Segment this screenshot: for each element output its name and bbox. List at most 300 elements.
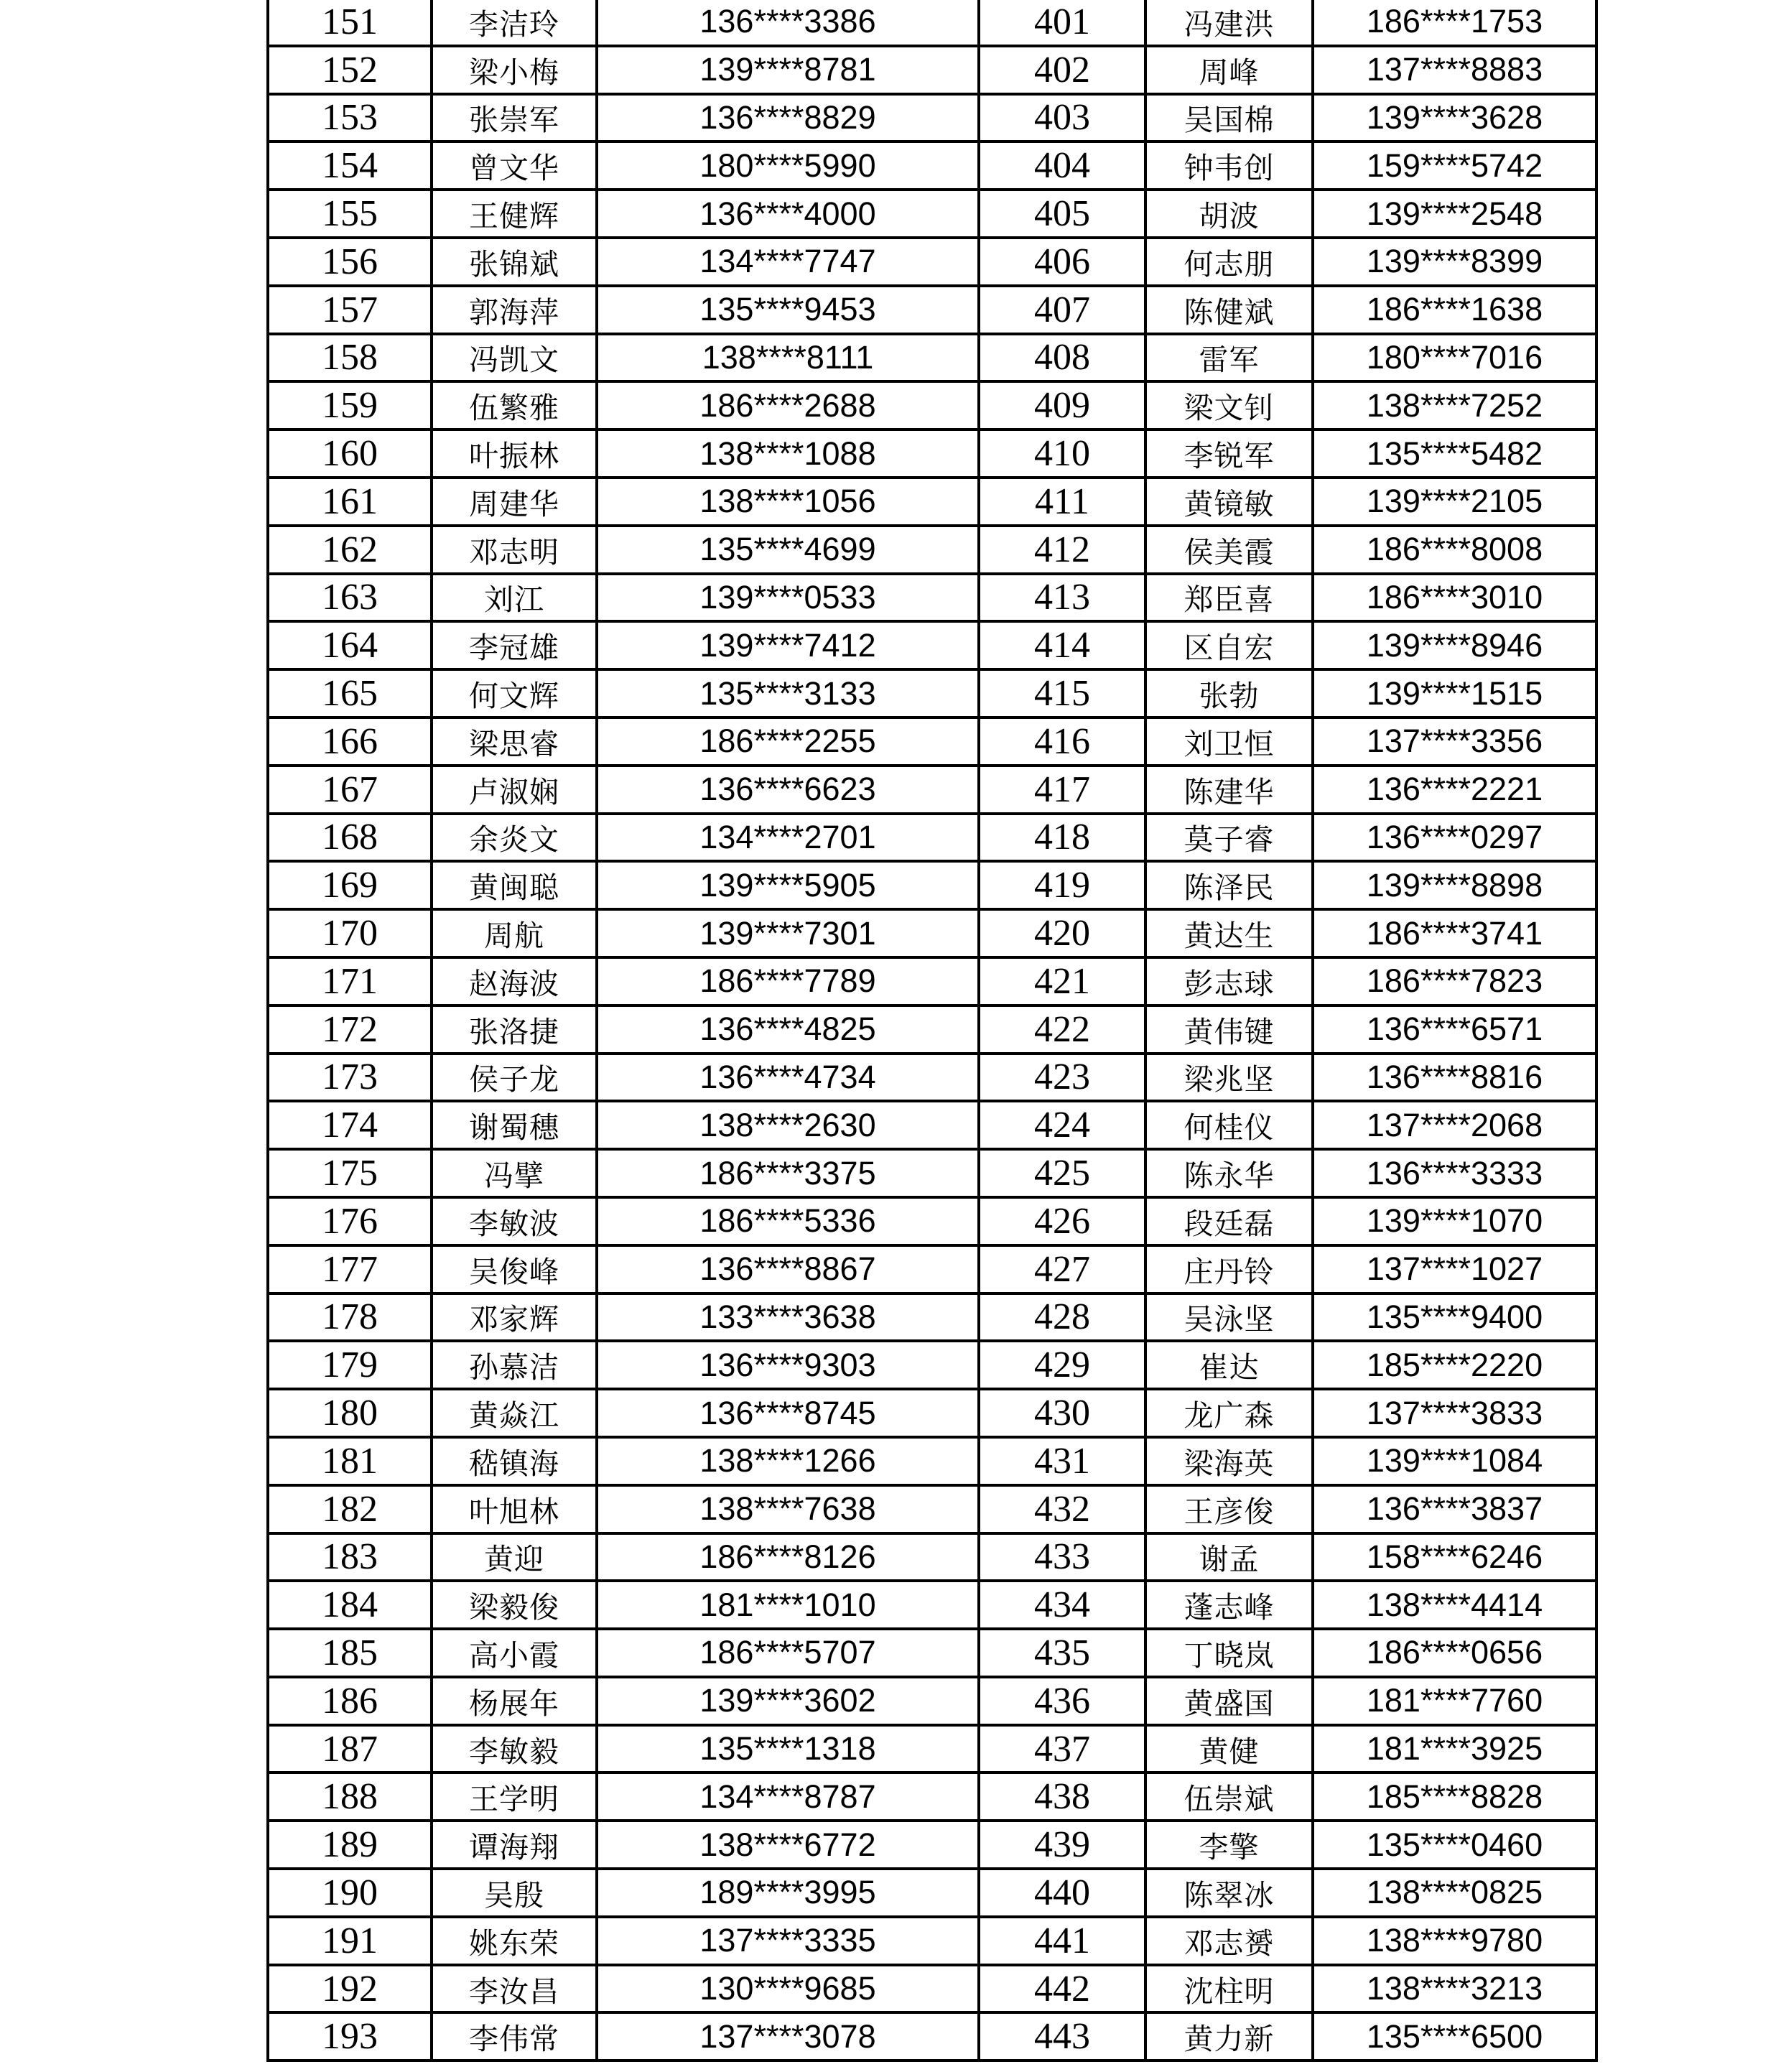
row-number-cell-left: 157 (268, 286, 432, 334)
row-number-cell-right: 435 (979, 1629, 1145, 1677)
phone-cell-right: 136****8816 (1313, 1054, 1596, 1102)
name-cell-right: 黄健 (1145, 1725, 1313, 1773)
name-cell-left: 曾文华 (432, 141, 597, 190)
table-row (268, 1965, 1596, 2013)
name-cell-right: 陈翠冰 (1145, 1869, 1313, 1917)
table-row (268, 669, 1596, 717)
row-number-cell-left: 169 (268, 861, 432, 909)
row-number-cell-left: 184 (268, 1581, 432, 1629)
phone-cell-left: 138****1088 (597, 429, 979, 478)
phone-cell-left: 134****7747 (597, 238, 979, 286)
name-cell-right: 梁海英 (1145, 1437, 1313, 1485)
phone-cell-right: 180****7016 (1313, 334, 1596, 382)
phone-cell-right: 138****4414 (1313, 1581, 1596, 1629)
phone-cell-left: 134****2701 (597, 814, 979, 862)
row-number-cell-left: 163 (268, 574, 432, 622)
phone-cell-left: 139****5905 (597, 861, 979, 909)
name-cell-left: 黄焱江 (432, 1389, 597, 1437)
row-number-cell-right: 419 (979, 861, 1145, 909)
phone-cell-left: 136****4000 (597, 190, 979, 238)
name-cell-right: 陈永华 (1145, 1149, 1313, 1197)
row-number-cell-left: 152 (268, 46, 432, 94)
phone-cell-right: 137****1027 (1313, 1245, 1596, 1293)
row-number-cell-left: 171 (268, 957, 432, 1005)
row-number-cell-right: 408 (979, 334, 1145, 382)
name-cell-right: 蓬志峰 (1145, 1581, 1313, 1629)
table-row (268, 861, 1596, 909)
name-cell-right: 黄达生 (1145, 909, 1313, 957)
table-row (268, 478, 1596, 526)
phone-cell-right: 186****8008 (1313, 526, 1596, 574)
name-cell-right: 郑臣喜 (1145, 574, 1313, 622)
name-cell-left: 叶旭林 (432, 1485, 597, 1533)
phone-cell-right: 186****0656 (1313, 1629, 1596, 1677)
phone-cell-right: 181****3925 (1313, 1725, 1596, 1773)
row-number-cell-left: 191 (268, 1917, 432, 1965)
row-number-cell-right: 414 (979, 621, 1145, 669)
row-number-cell-right: 441 (979, 1917, 1145, 1965)
name-cell-left: 张崇军 (432, 94, 597, 142)
name-cell-left: 高小霞 (432, 1629, 597, 1677)
table-row (268, 1773, 1596, 1821)
name-cell-left: 黄闽聪 (432, 861, 597, 909)
row-number-cell-right: 402 (979, 46, 1145, 94)
name-cell-left: 李敏毅 (432, 1725, 597, 1773)
phone-cell-left: 180****5990 (597, 141, 979, 190)
name-cell-right: 庄丹铃 (1145, 1245, 1313, 1293)
table-row (268, 1725, 1596, 1773)
row-number-cell-right: 411 (979, 478, 1145, 526)
name-cell-right: 莫子睿 (1145, 814, 1313, 862)
row-number-cell-right: 413 (979, 574, 1145, 622)
table-row (268, 1533, 1596, 1581)
phone-cell-left: 181****1010 (597, 1581, 979, 1629)
table-row (268, 1917, 1596, 1965)
row-number-cell-right: 403 (979, 94, 1145, 142)
table-row (268, 286, 1596, 334)
row-number-cell-left: 151 (268, 0, 432, 46)
name-cell-right: 李锐军 (1145, 429, 1313, 478)
table-row (268, 2012, 1596, 2061)
table-row (268, 1581, 1596, 1629)
table-row (268, 1197, 1596, 1245)
phone-cell-left: 136****6623 (597, 766, 979, 814)
row-number-cell-left: 193 (268, 2012, 432, 2061)
name-cell-left: 侯子龙 (432, 1054, 597, 1102)
row-number-cell-left: 181 (268, 1437, 432, 1485)
phone-cell-right: 185****8828 (1313, 1773, 1596, 1821)
phone-cell-left: 139****7412 (597, 621, 979, 669)
table-row (268, 526, 1596, 574)
name-cell-right: 周峰 (1145, 46, 1313, 94)
phone-cell-left: 136****3386 (597, 0, 979, 46)
table-row (268, 814, 1596, 862)
phone-cell-right: 135****5482 (1313, 429, 1596, 478)
name-cell-left: 张锦斌 (432, 238, 597, 286)
name-cell-right: 彭志球 (1145, 957, 1313, 1005)
name-cell-left: 刘江 (432, 574, 597, 622)
name-cell-right: 崔达 (1145, 1341, 1313, 1389)
row-number-cell-left: 162 (268, 526, 432, 574)
row-number-cell-right: 439 (979, 1821, 1145, 1869)
name-cell-right: 丁晓岚 (1145, 1629, 1313, 1677)
phone-cell-right: 139****3628 (1313, 94, 1596, 142)
row-number-cell-right: 438 (979, 1773, 1145, 1821)
phone-cell-right: 139****2105 (1313, 478, 1596, 526)
row-number-cell-left: 175 (268, 1149, 432, 1197)
phone-cell-left: 186****8126 (597, 1533, 979, 1581)
phone-cell-right: 136****0297 (1313, 814, 1596, 862)
phone-cell-left: 135****4699 (597, 526, 979, 574)
row-number-cell-left: 156 (268, 238, 432, 286)
phone-cell-right: 139****8946 (1313, 621, 1596, 669)
phone-cell-right: 186****1638 (1313, 286, 1596, 334)
row-number-cell-right: 426 (979, 1197, 1145, 1245)
name-cell-left: 黄迎 (432, 1533, 597, 1581)
name-cell-right: 何志朋 (1145, 238, 1313, 286)
row-number-cell-left: 182 (268, 1485, 432, 1533)
row-number-cell-right: 442 (979, 1965, 1145, 2013)
name-cell-left: 李冠雄 (432, 621, 597, 669)
name-cell-right: 梁文钊 (1145, 381, 1313, 429)
phone-cell-left: 189****3995 (597, 1869, 979, 1917)
table-row (268, 1821, 1596, 1869)
phone-cell-left: 138****1056 (597, 478, 979, 526)
table-row (268, 429, 1596, 478)
phone-cell-left: 136****9303 (597, 1341, 979, 1389)
row-number-cell-right: 422 (979, 1005, 1145, 1054)
row-number-cell-right: 406 (979, 238, 1145, 286)
phone-cell-left: 138****6772 (597, 1821, 979, 1869)
row-number-cell-right: 428 (979, 1293, 1145, 1342)
row-number-cell-left: 183 (268, 1533, 432, 1581)
row-number-cell-right: 434 (979, 1581, 1145, 1629)
phone-cell-right: 138****0825 (1313, 1869, 1596, 1917)
row-number-cell-right: 416 (979, 717, 1145, 766)
name-cell-left: 伍繁雅 (432, 381, 597, 429)
phone-cell-left: 139****7301 (597, 909, 979, 957)
row-number-cell-right: 437 (979, 1725, 1145, 1773)
phone-cell-left: 134****8787 (597, 1773, 979, 1821)
phone-cell-right: 186****3741 (1313, 909, 1596, 957)
table-row (268, 574, 1596, 622)
phone-cell-right: 136****2221 (1313, 766, 1596, 814)
phone-cell-left: 186****7789 (597, 957, 979, 1005)
name-cell-left: 李伟常 (432, 2012, 597, 2061)
phone-cell-right: 139****1515 (1313, 669, 1596, 717)
roster-table-body (268, 0, 1596, 2061)
phone-cell-left: 138****1266 (597, 1437, 979, 1485)
table-row (268, 94, 1596, 142)
name-cell-right: 侯美霞 (1145, 526, 1313, 574)
name-cell-right: 吴泳坚 (1145, 1293, 1313, 1342)
phone-cell-right: 138****3213 (1313, 1965, 1596, 2013)
name-cell-left: 吴俊峰 (432, 1245, 597, 1293)
table-row (268, 1245, 1596, 1293)
phone-cell-left: 138****2630 (597, 1101, 979, 1149)
table-row (268, 957, 1596, 1005)
row-number-cell-right: 429 (979, 1341, 1145, 1389)
row-number-cell-left: 153 (268, 94, 432, 142)
row-number-cell-right: 415 (979, 669, 1145, 717)
row-number-cell-right: 409 (979, 381, 1145, 429)
name-cell-left: 吴殷 (432, 1869, 597, 1917)
row-number-cell-left: 160 (268, 429, 432, 478)
row-number-cell-right: 443 (979, 2012, 1145, 2061)
table-row (268, 238, 1596, 286)
name-cell-right: 刘卫恒 (1145, 717, 1313, 766)
row-number-cell-right: 401 (979, 0, 1145, 46)
row-number-cell-right: 405 (979, 190, 1145, 238)
phone-cell-right: 135****6500 (1313, 2012, 1596, 2061)
row-number-cell-right: 423 (979, 1054, 1145, 1102)
phone-cell-right: 139****1084 (1313, 1437, 1596, 1485)
phone-cell-left: 139****0533 (597, 574, 979, 622)
phone-cell-right: 186****3010 (1313, 574, 1596, 622)
phone-cell-right: 139****8399 (1313, 238, 1596, 286)
phone-cell-left: 133****3638 (597, 1293, 979, 1342)
phone-cell-right: 137****3356 (1313, 717, 1596, 766)
table-row (268, 1869, 1596, 1917)
row-number-cell-left: 159 (268, 381, 432, 429)
row-number-cell-left: 164 (268, 621, 432, 669)
name-cell-left: 王健辉 (432, 190, 597, 238)
phone-cell-left: 139****3602 (597, 1677, 979, 1725)
phone-cell-right: 136****3333 (1313, 1149, 1596, 1197)
row-number-cell-left: 188 (268, 1773, 432, 1821)
row-number-cell-right: 412 (979, 526, 1145, 574)
phone-cell-right: 158****6246 (1313, 1533, 1596, 1581)
name-cell-left: 杨展年 (432, 1677, 597, 1725)
phone-cell-left: 136****4825 (597, 1005, 979, 1054)
name-cell-left: 冯凯文 (432, 334, 597, 382)
row-number-cell-right: 432 (979, 1485, 1145, 1533)
name-cell-right: 李擎 (1145, 1821, 1313, 1869)
name-cell-right: 陈建华 (1145, 766, 1313, 814)
table-row (268, 381, 1596, 429)
phone-cell-right: 137****3833 (1313, 1389, 1596, 1437)
name-cell-left: 周建华 (432, 478, 597, 526)
phone-cell-right: 139****8898 (1313, 861, 1596, 909)
row-number-cell-right: 440 (979, 1869, 1145, 1917)
name-cell-right: 胡波 (1145, 190, 1313, 238)
name-cell-right: 黄盛国 (1145, 1677, 1313, 1725)
name-cell-right: 吴国棉 (1145, 94, 1313, 142)
row-number-cell-left: 179 (268, 1341, 432, 1389)
name-cell-left: 王学明 (432, 1773, 597, 1821)
name-cell-right: 段廷磊 (1145, 1197, 1313, 1245)
phone-cell-left: 135****1318 (597, 1725, 979, 1773)
row-number-cell-right: 433 (979, 1533, 1145, 1581)
name-cell-right: 伍崇斌 (1145, 1773, 1313, 1821)
phone-cell-right: 185****2220 (1313, 1341, 1596, 1389)
phone-cell-right: 181****7760 (1313, 1677, 1596, 1725)
row-number-cell-left: 192 (268, 1965, 432, 2013)
name-cell-right: 何桂仪 (1145, 1101, 1313, 1149)
phone-cell-right: 159****5742 (1313, 141, 1596, 190)
row-number-cell-left: 154 (268, 141, 432, 190)
table-row (268, 190, 1596, 238)
name-cell-right: 雷军 (1145, 334, 1313, 382)
phone-cell-right: 137****8883 (1313, 46, 1596, 94)
name-cell-left: 余炎文 (432, 814, 597, 862)
table-row (268, 141, 1596, 190)
name-cell-right: 张勃 (1145, 669, 1313, 717)
phone-cell-right: 136****6571 (1313, 1005, 1596, 1054)
name-cell-right: 邓志赟 (1145, 1917, 1313, 1965)
name-cell-right: 陈健斌 (1145, 286, 1313, 334)
name-cell-left: 孙慕洁 (432, 1341, 597, 1389)
phone-cell-left: 186****2688 (597, 381, 979, 429)
phone-cell-right: 138****7252 (1313, 381, 1596, 429)
table-row (268, 1005, 1596, 1054)
phone-cell-left: 138****7638 (597, 1485, 979, 1533)
name-cell-right: 沈柱明 (1145, 1965, 1313, 2013)
phone-cell-left: 186****3375 (597, 1149, 979, 1197)
row-number-cell-left: 165 (268, 669, 432, 717)
row-number-cell-right: 420 (979, 909, 1145, 957)
row-number-cell-left: 172 (268, 1005, 432, 1054)
row-number-cell-right: 425 (979, 1149, 1145, 1197)
row-number-cell-left: 185 (268, 1629, 432, 1677)
name-cell-left: 赵海波 (432, 957, 597, 1005)
name-cell-left: 叶振林 (432, 429, 597, 478)
name-cell-left: 张洛捷 (432, 1005, 597, 1054)
name-cell-right: 王彦俊 (1145, 1485, 1313, 1533)
table-row (268, 1629, 1596, 1677)
phone-cell-left: 136****4734 (597, 1054, 979, 1102)
row-number-cell-right: 418 (979, 814, 1145, 862)
phone-cell-left: 137****3335 (597, 1917, 979, 1965)
roster-table (266, 0, 1598, 2062)
name-cell-left: 李敏波 (432, 1197, 597, 1245)
row-number-cell-left: 186 (268, 1677, 432, 1725)
phone-cell-left: 139****8781 (597, 46, 979, 94)
row-number-cell-left: 187 (268, 1725, 432, 1773)
row-number-cell-right: 436 (979, 1677, 1145, 1725)
name-cell-left: 梁小梅 (432, 46, 597, 94)
name-cell-left: 谢蜀穗 (432, 1101, 597, 1149)
row-number-cell-right: 417 (979, 766, 1145, 814)
phone-cell-left: 136****8867 (597, 1245, 979, 1293)
phone-cell-left: 135****9453 (597, 286, 979, 334)
phone-cell-right: 135****0460 (1313, 1821, 1596, 1869)
phone-cell-right: 139****2548 (1313, 190, 1596, 238)
name-cell-right: 梁兆坚 (1145, 1054, 1313, 1102)
name-cell-left: 邓志明 (432, 526, 597, 574)
name-cell-right: 谢孟 (1145, 1533, 1313, 1581)
table-row (268, 1101, 1596, 1149)
table-row (268, 1485, 1596, 1533)
name-cell-right: 钟韦创 (1145, 141, 1313, 190)
name-cell-right: 黄镜敏 (1145, 478, 1313, 526)
phone-cell-right: 186****7823 (1313, 957, 1596, 1005)
row-number-cell-left: 166 (268, 717, 432, 766)
name-cell-left: 嵇镇海 (432, 1437, 597, 1485)
name-cell-left: 梁毅俊 (432, 1581, 597, 1629)
name-cell-left: 姚东荣 (432, 1917, 597, 1965)
phone-cell-right: 137****2068 (1313, 1101, 1596, 1149)
name-cell-left: 李洁玲 (432, 0, 597, 46)
row-number-cell-left: 174 (268, 1101, 432, 1149)
table-row (268, 766, 1596, 814)
name-cell-left: 邓家辉 (432, 1293, 597, 1342)
table-row (268, 1389, 1596, 1437)
row-number-cell-left: 155 (268, 190, 432, 238)
name-cell-left: 卢淑娴 (432, 766, 597, 814)
phone-cell-left: 186****2255 (597, 717, 979, 766)
table-row (268, 621, 1596, 669)
phone-cell-right: 139****1070 (1313, 1197, 1596, 1245)
name-cell-left: 谭海翔 (432, 1821, 597, 1869)
name-cell-right: 龙广森 (1145, 1389, 1313, 1437)
table-row (268, 46, 1596, 94)
row-number-cell-left: 177 (268, 1245, 432, 1293)
row-number-cell-left: 178 (268, 1293, 432, 1342)
row-number-cell-left: 176 (268, 1197, 432, 1245)
row-number-cell-left: 190 (268, 1869, 432, 1917)
row-number-cell-right: 421 (979, 957, 1145, 1005)
row-number-cell-left: 189 (268, 1821, 432, 1869)
table-row (268, 0, 1596, 46)
row-number-cell-left: 168 (268, 814, 432, 862)
row-number-cell-left: 161 (268, 478, 432, 526)
phone-cell-left: 136****8745 (597, 1389, 979, 1437)
row-number-cell-right: 430 (979, 1389, 1145, 1437)
row-number-cell-right: 424 (979, 1101, 1145, 1149)
phone-cell-left: 135****3133 (597, 669, 979, 717)
name-cell-left: 郭海萍 (432, 286, 597, 334)
row-number-cell-right: 431 (979, 1437, 1145, 1485)
row-number-cell-left: 167 (268, 766, 432, 814)
row-number-cell-right: 407 (979, 286, 1145, 334)
phone-cell-right: 136****3837 (1313, 1485, 1596, 1533)
phone-cell-right: 135****9400 (1313, 1293, 1596, 1342)
name-cell-right: 冯建洪 (1145, 0, 1313, 46)
phone-cell-left: 186****5336 (597, 1197, 979, 1245)
row-number-cell-left: 173 (268, 1054, 432, 1102)
phone-cell-right: 138****9780 (1313, 1917, 1596, 1965)
table-row (268, 334, 1596, 382)
table-row (268, 1341, 1596, 1389)
name-cell-right: 黄力新 (1145, 2012, 1313, 2061)
table-row (268, 1054, 1596, 1102)
table-row (268, 717, 1596, 766)
name-cell-right: 陈泽民 (1145, 861, 1313, 909)
name-cell-left: 何文辉 (432, 669, 597, 717)
phone-cell-right: 186****1753 (1313, 0, 1596, 46)
row-number-cell-right: 404 (979, 141, 1145, 190)
phone-cell-left: 186****5707 (597, 1629, 979, 1677)
phone-cell-left: 130****9685 (597, 1965, 979, 2013)
phone-cell-left: 136****8829 (597, 94, 979, 142)
name-cell-left: 李汝昌 (432, 1965, 597, 2013)
row-number-cell-right: 427 (979, 1245, 1145, 1293)
table-row (268, 1293, 1596, 1342)
name-cell-left: 周航 (432, 909, 597, 957)
row-number-cell-right: 410 (979, 429, 1145, 478)
table-row (268, 909, 1596, 957)
row-number-cell-left: 158 (268, 334, 432, 382)
row-number-cell-left: 180 (268, 1389, 432, 1437)
row-number-cell-left: 170 (268, 909, 432, 957)
name-cell-left: 冯擘 (432, 1149, 597, 1197)
table-row (268, 1149, 1596, 1197)
phone-cell-left: 138****8111 (597, 334, 979, 382)
name-cell-right: 区自宏 (1145, 621, 1313, 669)
phone-cell-left: 137****3078 (597, 2012, 979, 2061)
table-row (268, 1437, 1596, 1485)
